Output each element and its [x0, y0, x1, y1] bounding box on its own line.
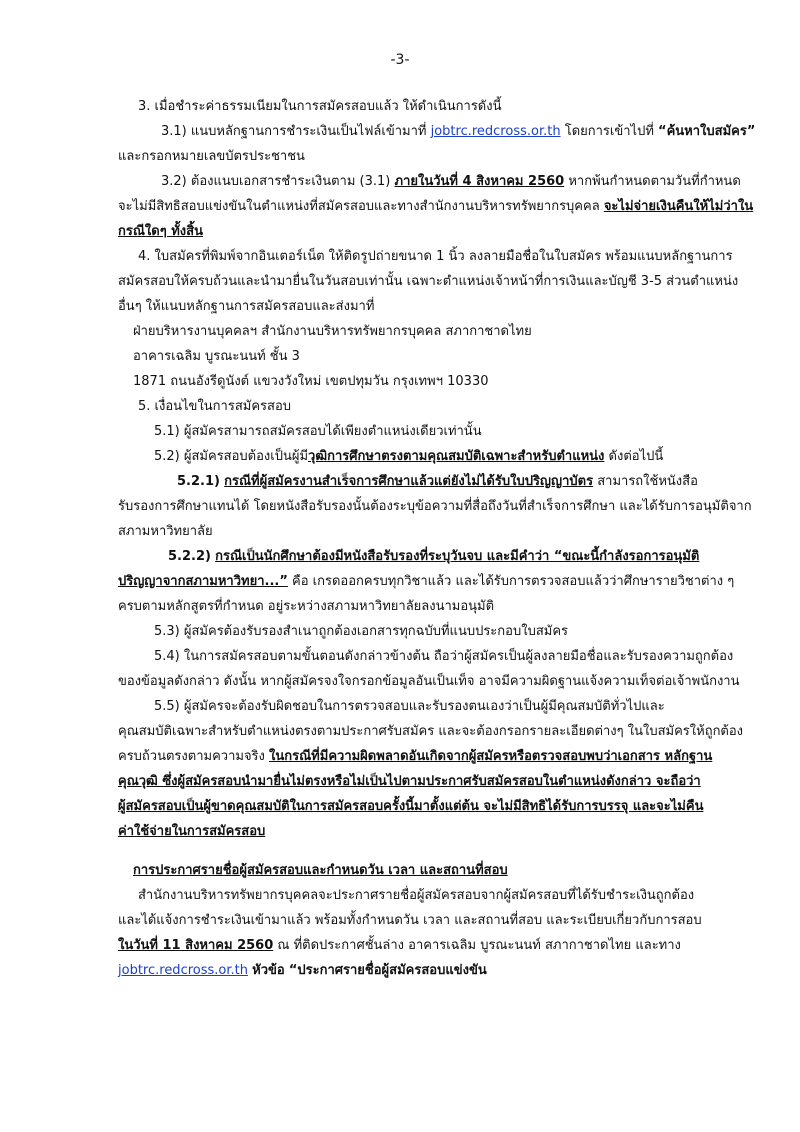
item-3-2-line-3: กรณีใดๆ ทั้งสิ้น	[118, 224, 203, 239]
item-5-2: 5.2) ผู้สมัครสอบต้องเป็นผู้มีวุฒิการศึกษาตรงตามคุณสมบัติเฉพาะสำหรับตำแหน่ง ดังต่อไปนี้	[154, 449, 664, 464]
section-gap	[118, 844, 730, 858]
item-5-1: 5.1) ผู้สมัครสามารถสมัครสอบได้เพียงตำแหน่งเดียวเท่านั้น	[154, 424, 482, 439]
address-line-2: อาคารเฉลิม บูรณะนนท์ ชั้น 3	[133, 349, 300, 364]
item-3-2-line-2: จะไม่มีสิทธิสอบแข่งขันในตำแหน่งที่สมัครสอบและทางสำนักงานบริหารทรัพยากรบุคคล จะไม่จ่ายเงินคืนให้ไม่ว่าใน	[118, 199, 754, 214]
announcement-line-3: ในวันที่ 11 สิงหาคม 2560 ณ ที่ติดประกาศชั้นล่าง อาคารเฉลิม บูรณะนนท์ สภากาชาดไทย และทาง	[118, 938, 681, 953]
document-body	[118, 94, 756, 983]
item-5-4-line-1: 5.4) ในการสมัครสอบตามขั้นตอนดังกล่าวข้างต้น ถือว่าผู้สมัครเป็นผู้ลงลายมือชื่อและรับรองความถูกต้อง	[154, 649, 734, 664]
item-5-5-line-6: ค่าใช้จ่ายในการสมัครสอบ	[118, 824, 266, 839]
item-5-2-2-line-2: ปริญญาจากสภามหาวิทยา...” คือ เกรดออกครบทุกวิชาแล้ว และได้รับการตรวจสอบแล้วว่าศึกษารายวิชาต่าง ๆ	[118, 574, 735, 589]
item-5-2-1-line-1: 5.2.1) กรณีที่ผู้สมัครงานสำเร็จการศึกษาแล้วแต่ยังไม่ได้รับใบปริญญาบัตร สามารถใช้หนังสือ	[177, 474, 698, 489]
item-3-1-line-1: 3.1) แนบหลักฐานการชำระเงินเป็นไฟล์เข้ามาที่ jobtrc.redcross.or.th โดยการเข้าไปที่ “ค้นหาใบสมัคร”	[161, 124, 756, 139]
announcement-date: ในวันที่ 11 สิงหาคม 2560	[118, 938, 274, 953]
item-5-5-line-1: 5.5) ผู้สมัครจะต้องรับผิดชอบในการตรวจสอบและรับรองตนเองว่าเป็นผู้มีคุณสมบัติทั่วไปและ	[154, 699, 665, 714]
item-3-1-line-2: และกรอกหมายเลขบัตรประชาชน	[118, 149, 305, 164]
deadline-date: ภายในวันที่ 4 สิงหาคม 2560	[394, 174, 565, 189]
announcement-line-1: สำนักงานบริหารทรัพยากรบุคคลจะประกาศรายชื่อผู้สมัครสอบจากผู้สมัครสอบที่ได้รับชำระเงินถูกต้อง	[138, 888, 695, 903]
item-5-5-line-2: คุณสมบัติเฉพาะสำหรับตำแหน่งตรงตามประกาศรับสมัคร และจะต้องกรอกรายละเอียดต่างๆ ในใบสมัครให้ถูกต้อง	[118, 724, 744, 739]
jobtrc-link[interactable]: jobtrc.redcross.or.th	[430, 124, 561, 139]
section-4-line-1: 4. ใบสมัครที่พิมพ์จากอินเตอร์เน็ต ให้ติดรูปถ่ายขนาด 1 นิ้ว ลงลายมือชื่อในใบสมัคร พร้อมแนบหลักฐานการ	[138, 249, 733, 264]
announcement-heading: การประกาศรายชื่อผู้สมัครสอบและกำหนดวัน เวลา และสถานที่สอบ	[133, 863, 508, 878]
address-line-3: 1871 ถนนอังรีดูนังต์ แขวงวังใหม่ เขตปทุมวัน กรุงเทพฯ 10330	[133, 374, 489, 389]
announcement-line-4: jobtrc.redcross.or.th หัวข้อ “ประกาศรายชื่อผู้สมัครสอบแข่งขัน	[118, 963, 487, 978]
address-line-1: ฝ่ายบริหารงานบุคคลฯ สำนักงานบริหารทรัพยากรบุคคล สภากาชาดไทย	[133, 324, 532, 339]
item-5-2-2-line-3: ครบตามหลักสูตรที่กำหนด อยู่ระหว่างสภามหาวิทยาลัยลงนามอนุมัติ	[118, 599, 495, 614]
page-number: -3-	[390, 52, 410, 68]
item-3-2-line-1: 3.2) ต้องแนบเอกสารชำระเงินตาม (3.1) ภายในวันที่ 4 สิงหาคม 2560 หากพ้นกำหนดตามวันที่กำหนด	[161, 174, 741, 189]
jobtrc-link-2[interactable]: jobtrc.redcross.or.th	[118, 963, 248, 978]
item-5-5-line-3: ครบถ้วนตรงตามความจริง ในกรณีที่มีความผิดพลาดอันเกิดจากผู้สมัครหรือตรวจสอบพบว่าเอกสาร หลักฐาน	[118, 749, 713, 764]
item-5-2-2-line-1: 5.2.2) กรณีเป็นนักศึกษาต้องมีหนังสือรับรองที่ระบุวันจบ และมีคำว่า “ขณะนี้กำลังรอการอนุมัติ	[168, 549, 700, 564]
section-5-heading: 5. เงื่อนไขในการสมัครสอบ	[138, 399, 292, 414]
item-5-3: 5.3) ผู้สมัครต้องรับรองสำเนาถูกต้องเอกสารทุกฉบับที่แนบประกอบใบสมัคร	[154, 624, 569, 639]
section-4-line-2: สมัครสอบให้ครบถ้วนและนำมายื่นในวันสอบเท่านั้น เฉพาะตำแหน่งเจ้าหน้าที่การเงินและบัญชี 3-5 ส่วนตำแหน่ง	[118, 274, 739, 289]
item-5-4-line-2: ของข้อมูลดังกล่าว ดังนั้น หากผู้สมัครจงใจกรอกข้อมูลอันเป็นเท็จ อาจมีความผิดฐานแจ้งความเท็จต่อเจ้าพนักงาน	[118, 674, 740, 689]
item-5-5-line-5: ผู้สมัครสอบเป็นผู้ขาดคุณสมบัติในการสมัครสอบครั้งนี้มาตั้งแต่ต้น จะไม่มีสิทธิได้รับการบรรจุ และจะไม่คืน	[118, 799, 704, 814]
item-5-2-1-line-3: สภามหาวิทยาลัย	[118, 524, 213, 539]
item-5-5-line-4: คุณวุฒิ ซึ่งผู้สมัครสอบนำมายื่นไม่ตรงหรือไม่เป็นไปตามประกาศรับสมัครสอบในตำแหน่งดังกล่าว จะถือว่า	[118, 774, 701, 789]
section-4-line-3: อื่นๆ ให้แนบหลักฐานการสมัครสอบและส่งมาที่	[118, 299, 375, 314]
announcement-line-2: และได้แจ้งการชำระเงินเข้ามาแล้ว พร้อมทั้งกำหนดวัน เวลา และสถานที่สอบ และระเบียบเกี่ยวกับการสอบ	[118, 913, 702, 928]
section-3-heading: 3. เมื่อชำระค่าธรรมเนียมในการสมัครสอบแล้ว ให้ดำเนินการดังนี้	[138, 99, 502, 114]
item-5-2-1-line-2: รับรองการศึกษาแทนได้ โดยหนังสือรับรองนั้นต้องระบุข้อความที่สื่อถึงวันที่สำเร็จการศึกษา และได้รับการอนุมัติจาก	[118, 499, 752, 514]
